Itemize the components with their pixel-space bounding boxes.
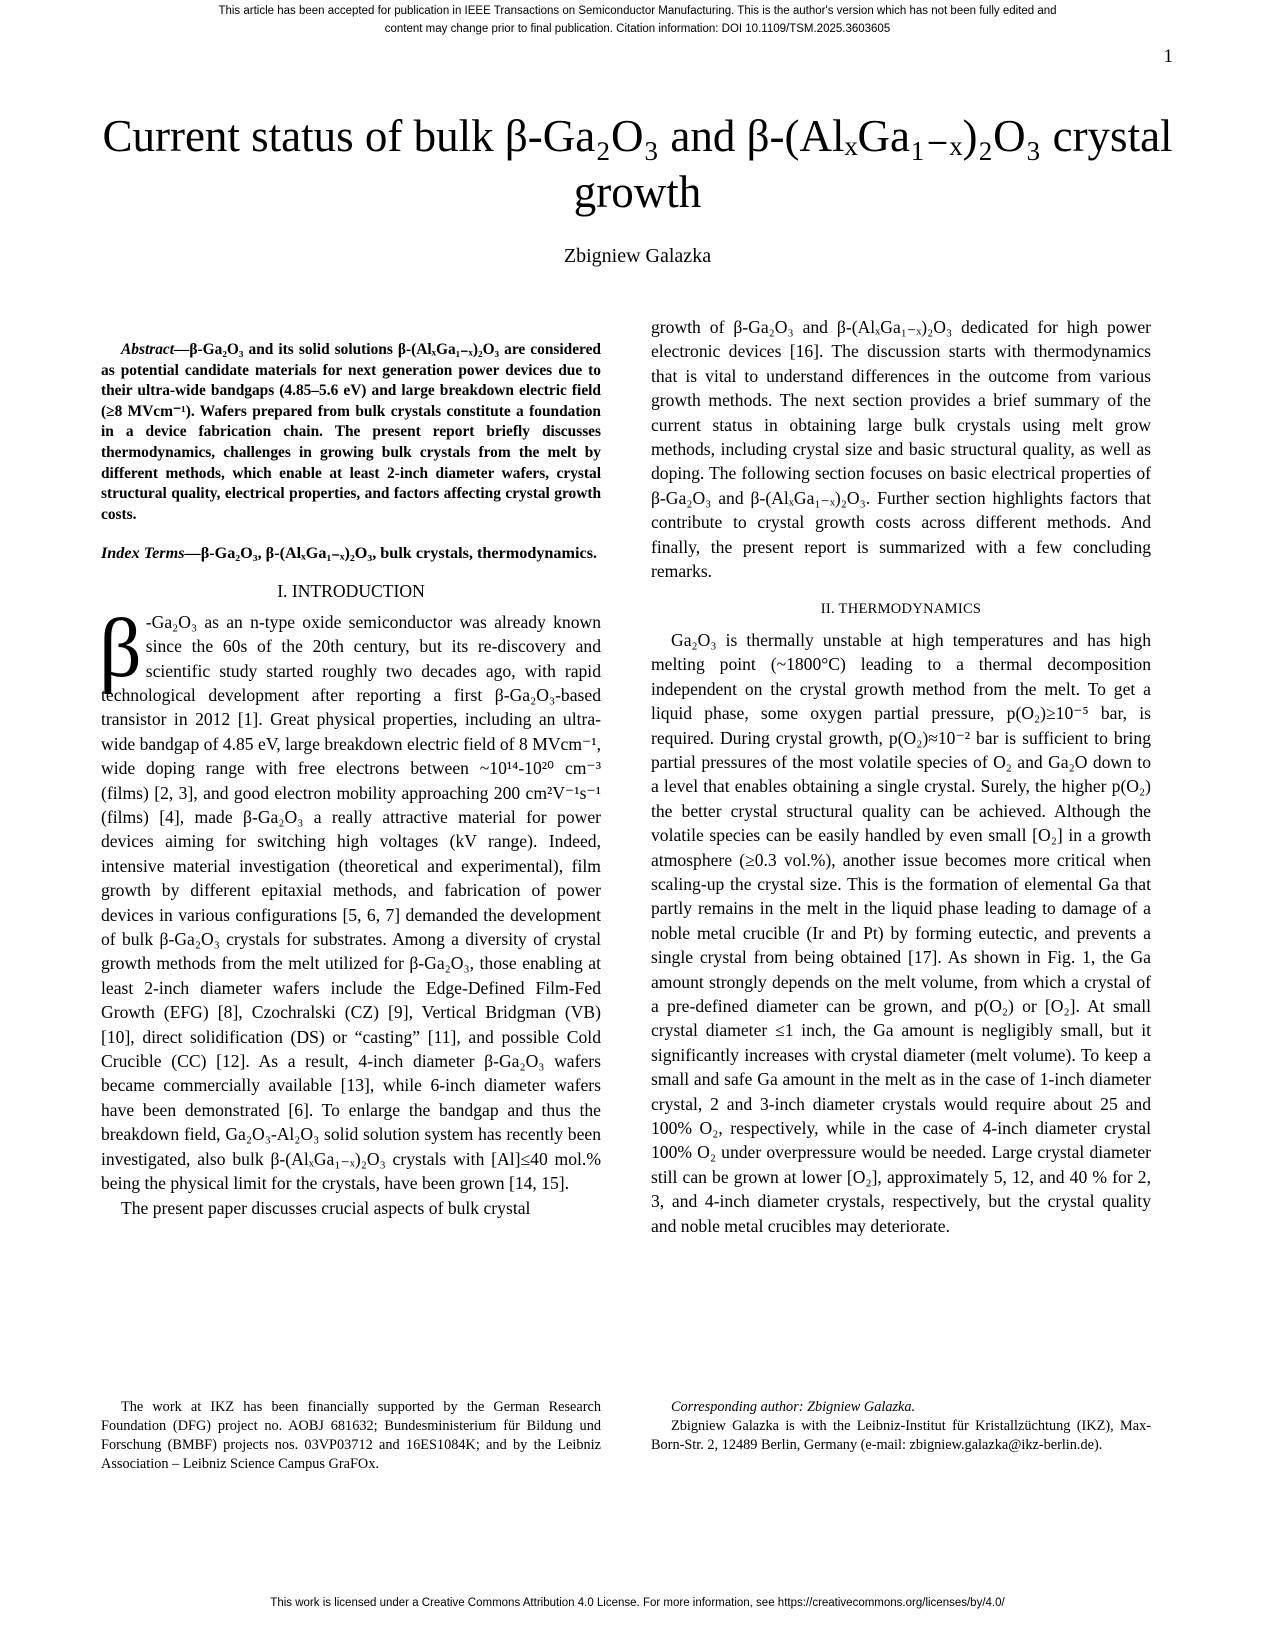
right-column [651,315,1151,1238]
journal-header-line-1: This article has been accepted for publication in IEEE Transactions on Semiconductor Manufacturing. This is the author's version which has not been fully edited and [218,5,1057,17]
section-heading-introduction: I. INTRODUCTION [277,581,425,602]
license-footer: This work is licensed under a Creative Commons Attribution 4.0 License. For more information, see https://creativecommons.org/licenses/by/4.0/ [270,1597,1005,1609]
intro-paragraph-1 [99,601,601,1196]
intro-paragraph-2-continued: growth of β-Ga₂O₃ and β-(AlₓGa₁₋ₓ)₂O₃ dedicated for high power electronic devices [16]. The discussion starts with thermodynamics that is vital to understand differences in the outcome from various growth methods. The next section provides a brief summary of the current status in obtaining large bulk crystals using melt grow methods, including crystal size and basic structural quality, as well as doping. The following section focuses on basic electrical properties of β-Ga₂O₃ and β-(AlₓGa₁₋ₓ)₂O₃. Further section highlights factors that contribute to crystal growth costs across different methods. And finally, the present report is summarized with a few concluding remarks. [651,317,1151,582]
funding-footnote-text: The work at IKZ has been financially supported by the German Research Foundation (DFG) project no. AOBJ 681632; Bundesministerium für Bildung und Forschung (BMBF) projects nos. 03VP03712 and 16ES1084K; and by the Leibniz Association – Leibniz Science Campus GraFOx. [101,1399,601,1472]
abstract-label: Abstract— [121,341,190,358]
page-number: 1 [1163,46,1173,67]
journal-header-line-2: content may change prior to final publication. Citation information: DOI 10.1109/TSM.2025.3603605 [384,23,891,35]
funding-footnote [101,1398,601,1474]
intro-paragraph-2-start: The present paper discusses crucial aspects of bulk crystal [121,1197,531,1218]
index-terms [101,541,601,565]
drop-cap: β [99,601,142,695]
paper-title: Current status of bulk β-Ga₂O₃ and β-(AlₓGa₁₋ₓ)₂O₃ crystal growth [102,111,1173,217]
index-terms-label: Index Terms— [101,544,201,563]
affiliation-note: Zbigniew Galazka is with the Leibniz-Institut für Kristallzüchtung (IKZ), Max-Born-Str. 2, 12489 Berlin, Germany (e-mail: zbigniew.galazka@ikz-berlin.de). [651,1418,1151,1453]
abstract [101,340,601,525]
index-terms-text: β-Ga₂O₃, β-(AlₓGa₁₋ₓ)₂O₃, bulk crystals, thermodynamics. [200,544,598,563]
thermodynamics-paragraph-1: Ga₂O₃ is thermally unstable at high temperatures and has high melting point (~1800°C) leading to a thermal decomposition independent on the crystal growth method from the melt. To get a liquid phase, some oxygen partial pressure, p(O₂)≥10⁻⁵ bar, is required. During crystal growth, p(O₂)≈10⁻² bar is sufficient to bring partial pressures of the most volatile species of O₂ and Ga₂O down to a level that enables obtaining a single crystal. Surely, the higher p(O₂) the better crystal structural quality can be achieved. Although the volatile species can be easily handled by even small [O₂] in a growth atmosphere (≥0.3 vol.%), another issue becomes more critical when scaling-up the crystal size. This is the formation of elemental Ga that partly remains in the melt in the liquid phase leading to damage of a noble metal crucible (Ir and Pt) by forming eutectic, and prevents a single crystal from being obtained [17]. As shown in Fig. 1, the Ga amount strongly depends on the melt volume, from which a crystal of a pre-defined diameter can be grown, and p(O₂) or [O₂]. At small crystal diameter ≤1 inch, the Ga amount is negligibly small, but it significantly increases with crystal diameter (melt volume). To keep a small and safe Ga amount in the melt as in the case of 1-inch diameter crystal, 2 and 3-inch diameter crystals would require about 25 and 100% O₂, respectively, while in the case of 4-inch diameter crystal 100% O₂ under overpressure would be needed. Large crystal diameter still can be grown at lower [O₂], approximately 5, 12, and 40 % for 2, 3, and 4-inch diameter crystals, respectively, but the crystal quality and noble metal crucibles may deteriorate. [651,629,1151,1236]
intro-paragraph-1-text: -Ga₂O₃ as an n-type oxide semiconductor was already known since the 60s of the 20th century, but its re-discovery and scientific study started roughly two decades ago, with rapid technological development after reporting a first β-Ga₂O₃-based transistor in 2012 [1]. Great physical properties, including an ultra-wide bandgap of 4.85 eV, large breakdown electric field of 8 MVcm⁻¹, wide doping range with free electrons between ~10¹⁴-10²⁰ cm⁻³ (films) [2, 3], and good electron mobility approaching 200 cm²V⁻¹s⁻¹ (films) [4], made β-Ga₂O₃ a really attractive material for power devices aiming for switching high voltages (kV range). Indeed, intensive material investigation (theoretical and experimental), film growth by different epitaxial methods, and fabrication of power devices in various configurations [5, 6, 7] demanded the development of bulk β-Ga₂O₃ crystals for substrates. Among a diversity of crystal growth methods from the melt utilized for β-Ga₂O₃, those enabling at least 2-inch diameter wafers include the Edge-Defined Film-Fed Growth (EFG) [8], Czochralski (CZ) [9], Vertical Bridgman (VB) [10], direct solidification (DS) or “casting” [11], and possible Cold Crucible (CC) [12]. As a result, 4-inch diameter β-Ga₂O₃ wafers became commercially available [13], while 6-inch diameter wafers have been demonstrated [6]. To enlarge the bandgap and thus the breakdown field, Ga₂O₃-Al₂O₃ solid solution system has recently been investigated, also bulk β-(AlₓGa₁₋ₓ)₂O₃ crystals with [Al]≤40 mol.% being the physical limit for the crystals, have been grown [14, 15]. [101,611,601,1194]
left-column [101,340,601,1220]
author-footnote [651,1398,1151,1455]
paper-author: Zbigniew Galazka [563,245,712,267]
corresponding-author-note: Corresponding author: Zbigniew Galazka. [671,1399,916,1415]
section-heading-thermodynamics: II. THERMODYNAMICS [820,601,982,618]
abstract-text: β-Ga₂O₃ and its solid solutions β-(AlₓGa₁₋ₓ)₂O₃ are considered as potential candidate materials for next generation power devices due to their ultra-wide bandgaps (4.85–5.6 eV) and large breakdown electric field (≥8 MVcm⁻¹). Wafers prepared from bulk crystals constitute a foundation in a device fabrication chain. The present report briefly discusses thermodynamics, challenges in growing bulk crystals from the melt by different methods, which enable at least 2-inch diameter wafers, crystal structural quality, electrical properties, and factors affecting crystal growth costs. [101,341,601,523]
